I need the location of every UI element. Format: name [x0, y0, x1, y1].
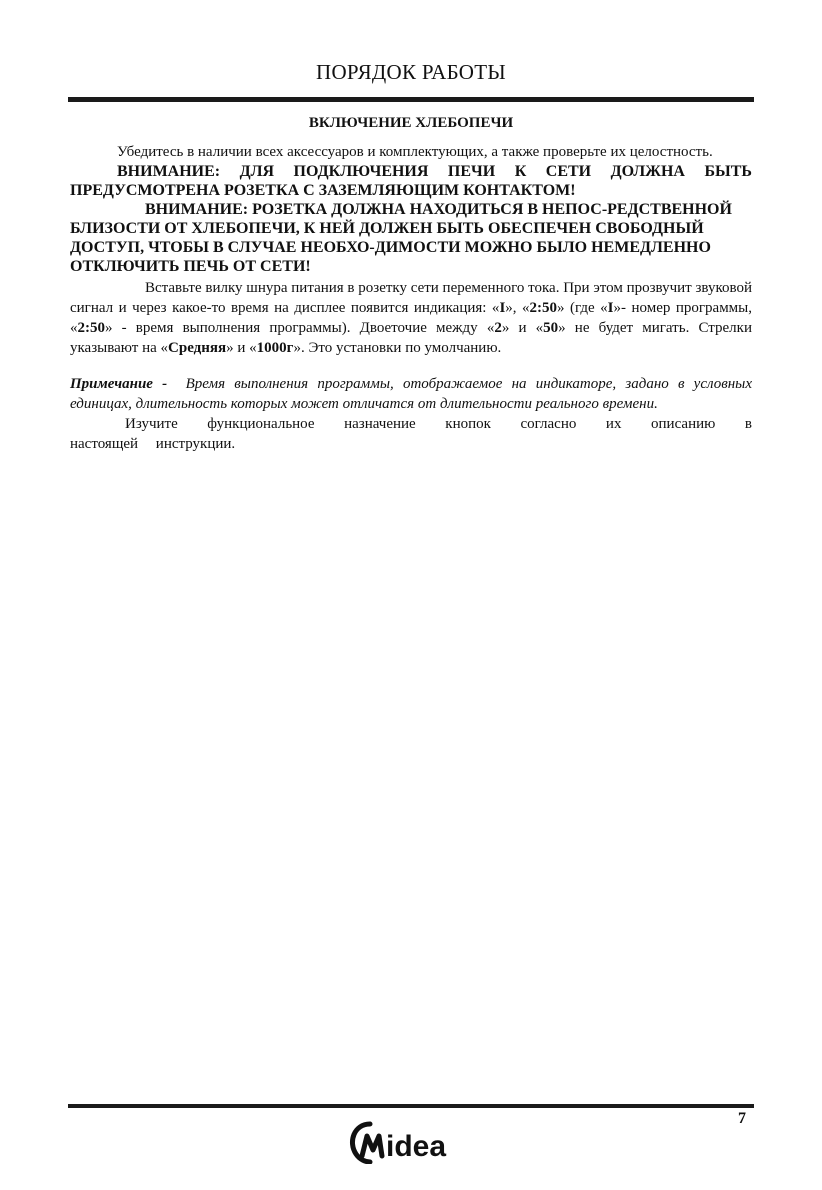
note-paragraph: [70, 374, 752, 414]
paragraph-study-buttons: Изучите функциональное назначение кнопок согласно их описанию в настоящей инструкции.: [70, 416, 752, 452]
page-number: 7: [738, 1110, 746, 1127]
midea-logo: [348, 1120, 478, 1164]
footer-divider: [68, 1104, 754, 1108]
note-label: Примечание -: [70, 376, 168, 392]
note-text: Время выполнения программы, отображаемое на индикаторе, задано в условных единицах, длительность которых может отличатся от длительности реального времени.: [70, 376, 752, 412]
warning-socket-access: ВНИМАНИЕ: РОЗЕТКА ДОЛЖНА НАХОДИТЬСЯ В НЕПОС-РЕДСТВЕННОЙ БЛИЗОСТИ ОТ ХЛЕБОПЕЧИ, К НЕЙ ДОЛЖЕН БЫТЬ ОБЕСПЕЧЕН СВОБОДНЫЙ ДОСТУП, ЧТОБЫ В СЛУЧАЕ НЕОБХО-ДИМОСТИ МОЖНО БЫЛО НЕМЕДЛЕННО ОТКЛЮЧИТЬ ПЕЧЬ ОТ СЕТИ!: [70, 201, 732, 275]
midea-logo-icon: [348, 1120, 478, 1164]
logo-wordmark: idea: [386, 1130, 447, 1163]
warning-grounding: ВНИМАНИЕ: ДЛЯ ПОДКЛЮЧЕНИЯ ПЕЧИ К СЕТИ ДОЛЖНА БЫТЬ ПРЕДУСМОТРЕНА РОЗЕТКА С ЗАЗЕМЛЯЮЩИМ КОНТАКТОМ!: [70, 163, 752, 199]
page-header-title: ПОРЯДОК РАБОТЫ: [315, 60, 507, 84]
header-divider: [68, 97, 754, 102]
paragraph-accessories: Убедитесь в наличии всех аксессуаров и комплектующих, а также проверьте их целостность.: [117, 144, 713, 160]
document-body: [70, 142, 752, 454]
paragraph-plug-in: Вставьте вилку шнура питания в розетку сети переменного тока. При этом прозвучит звуковой сигнал и через какое-то время на дисплее появится индикация: «I», «2:50» (где «I»- номер программы, «2:50» - время выполнения программы). Двоеточие между «2» и «50» не будет мигать. Стрелки указывают на «Средняя» и «1000г». Это установки по умолчанию.: [70, 280, 753, 356]
section-title: ВКЛЮЧЕНИЕ ХЛЕБОПЕЧИ: [308, 115, 514, 131]
